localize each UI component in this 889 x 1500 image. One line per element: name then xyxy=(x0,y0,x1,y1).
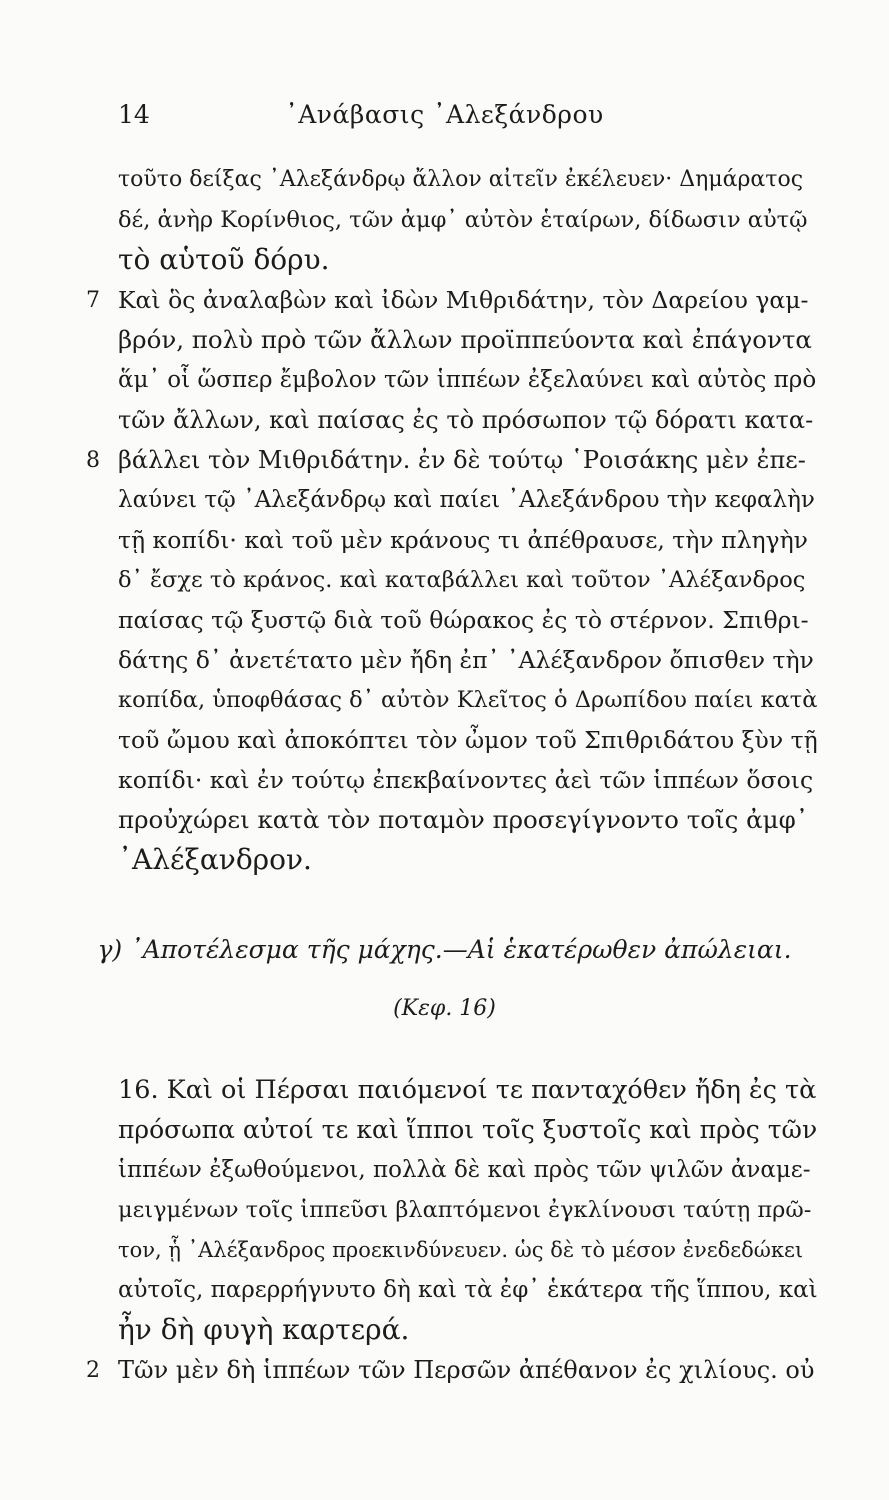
text-line: 16. Καὶ οἱ Πέρσαι παιόμενοί τε πανταχόθεν ἤδη ἐς τὰ xyxy=(118,1075,817,1105)
text-line: κοπίδα, ὑποφθάσας δ᾿ αὐτὸν Κλεῖτος ὁ Δρωπίδου παίει κατὰ xyxy=(118,687,818,713)
section-number: 7 xyxy=(86,288,100,313)
text-line: μειγμένων τοῖς ἱππεῦσι βλαπτόμενοι ἐγκλίνουσι ταύτῃ πρῶ- xyxy=(118,1197,812,1223)
text-line: δ᾿ ἔσχε τὸ κράνος. καὶ καταβάλλει καὶ τοῦτον ᾿Αλέξανδρος xyxy=(118,567,806,593)
text-line: τοῦ ὤμου καὶ ἀποκόπτει τὸν ὦμον τοῦ Σπιθριδάτου ξὺν τῇ xyxy=(118,726,818,754)
text-line: τοῦτο δείξας ᾿Αλεξάνδρῳ ἄλλον αἰτεῖν ἐκέλευεν· Δημάρατος xyxy=(118,167,804,192)
text-line: Καὶ ὃς ἀναλαβὼν καὶ ἰδὼν Μιθριδάτην, τὸν Δαρείου γαμ- xyxy=(118,286,809,314)
text-line: ᾿Αλέξανδρον. xyxy=(118,843,312,876)
text-line: παίσας τῷ ξυστῷ διὰ τοῦ θώρακος ἐς τὸ στέρνον. Σπιθρι- xyxy=(118,606,809,634)
text-line: ἦν δὴ φυγὴ καρτερά. xyxy=(118,1313,410,1346)
text-line: ἅμ᾿ οἷ ὥσπερ ἔμβολον τῶν ἱππέων ἐξελαύνει καὶ αὐτὸς πρὸ xyxy=(118,367,817,393)
text-line: αὐτοῖς, παρερρήγνυτο δὴ καὶ τὰ ἐφ᾿ ἑκάτερα τῆς ἵππου, καὶ xyxy=(118,1277,818,1303)
text-line: τῶν ἄλλων, καὶ παίσας ἐς τὸ πρόσωπον τῷ δόρατι κατα- xyxy=(118,406,814,434)
text-line: κοπίδι· καὶ ἐν τούτῳ ἐπεκβαίνοντες ἀεὶ τῶν ἱππέων ὅσοις xyxy=(118,766,814,794)
section-number: 8 xyxy=(86,448,100,473)
text-line: δάτης δ᾿ ἀνετέτατο μὲν ἤδη ἐπ᾿ ᾿Αλέξανδρον ὄπισθεν τὴν xyxy=(118,646,814,674)
text-line: πρόσωπα αὐτοί τε καὶ ἵπποι τοῖς ξυστοῖς καὶ πρὸς τῶν xyxy=(118,1115,818,1144)
text-line: Τῶν μὲν δὴ ἱππέων τῶν Περσῶν ἀπέθανον ἐς χιλίους. οὐ xyxy=(118,1356,815,1384)
section-subheading: γ) ᾿Αποτέλεσμα τῆς μάχης.—Αἱ ἑκατέρωθεν ἀπώλειαι. xyxy=(97,935,792,964)
text-line: λαύνει τῷ ᾿Αλεξάνδρῳ καὶ παίει ᾿Αλεξάνδρου τὴν κεφαλὴν xyxy=(118,487,815,513)
running-title: ᾿Ανάβασις ᾿Αλεξάνδρου xyxy=(285,100,604,129)
page-header xyxy=(0,100,889,132)
text-line: βάλλει τὸν Μιθριδάτην. ἐν δὲ τούτῳ ῾Ροισάκης μὲν ἐπε- xyxy=(118,446,806,474)
section-number: 2 xyxy=(86,1358,100,1383)
text-line: τον, ᾗ ᾿Αλέξανδρος προεκινδύνευεν. ὡς δὲ τὸ μέσον ἐνεδεδώκει xyxy=(118,1238,804,1262)
text-line: προὐχώρει κατὰ τὸν ποταμὸν προσεγίγνοντο τοῖς ἀμφ᾿ xyxy=(118,805,808,834)
text-line: ἱππέων ἐξωθούμενοι, πολλὰ δὲ καὶ πρὸς τῶν ψιλῶν ἀναμε- xyxy=(118,1157,811,1183)
text-line: βρόν, πολὺ πρὸ τῶν ἄλλων προϊππεύοντα καὶ ἐπάγοντα xyxy=(118,325,812,354)
text-line: δέ, ἀνὴρ Κορίνθιος, τῶν ἀμφ᾿ αὐτὸν ἑταίρων, δίδωσιν αὐτῷ xyxy=(118,207,808,233)
page-number: 14 xyxy=(118,100,150,129)
text-line: τὸ αὑτοῦ δόρυ. xyxy=(118,243,330,276)
text-line: τῇ κοπίδι· καὶ τοῦ μὲν κράνους τι ἀπέθραυσε, τὴν πληγὴν xyxy=(118,526,808,554)
chapter-reference: (Κεφ. 16) xyxy=(393,996,496,1021)
